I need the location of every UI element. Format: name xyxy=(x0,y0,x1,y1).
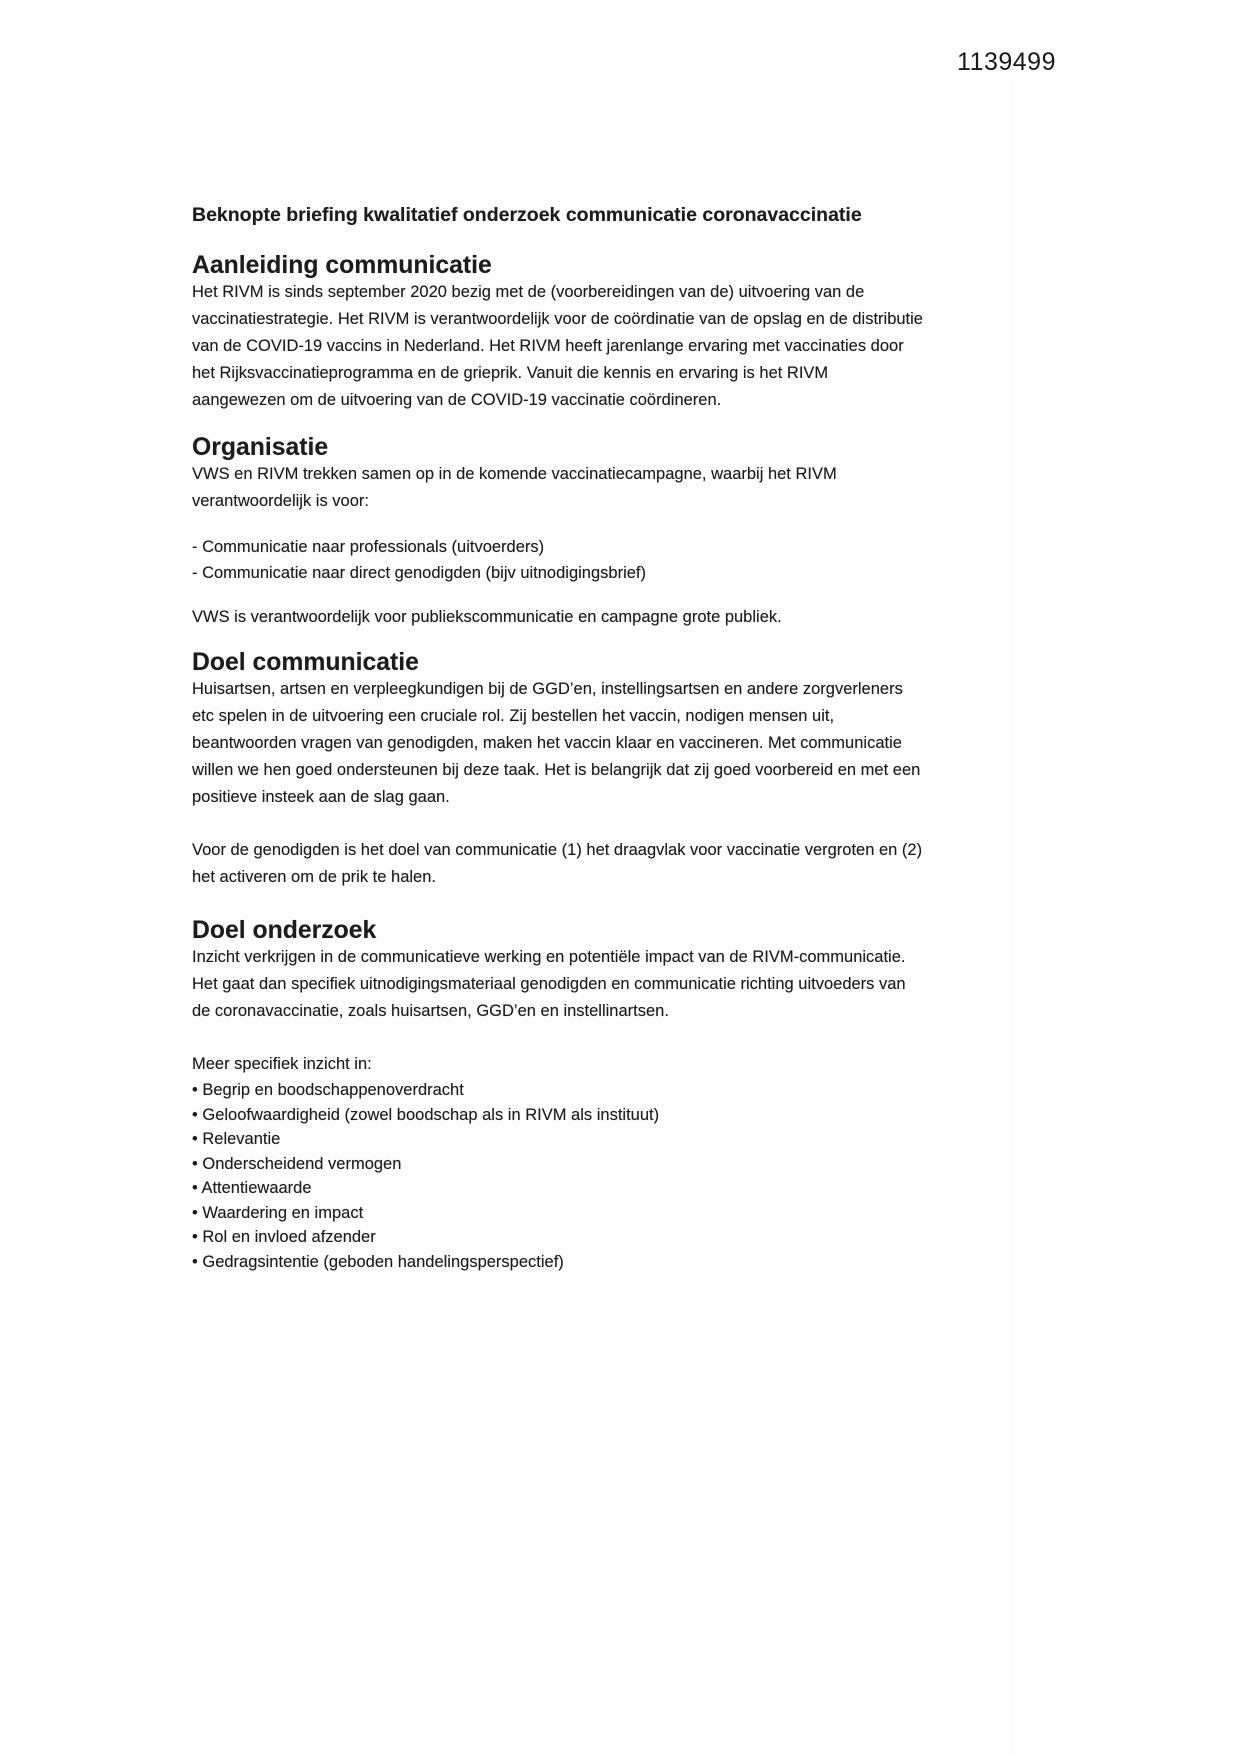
paragraph-organisatie-outro: VWS is verantwoordelijk voor publiekscommunicatie en campagne grote publiek. xyxy=(192,608,782,626)
paragraph-list-intro: Meer specifiek inzicht in: xyxy=(192,1055,372,1073)
list-item: • Onderscheidend vermogen xyxy=(192,1154,402,1173)
paragraph-doel-onderzoek: Inzicht verkrijgen in de communicatieve werking en potentiële impact van de RIVM-communicatie. Het gaat dan specifiek uitnodigingsmateriaal genodigden en communicatie richting uitvoeders van de coronavaccinatie, zoals huisartsen, GGD’en en instellinartsen. xyxy=(192,948,906,1020)
list-item: • Gedragsintentie (geboden handelingsperspectief) xyxy=(192,1252,564,1271)
document-stamp-number: 1139499 xyxy=(957,48,1056,76)
section-heading-doel-onderzoek: Doel onderzoek xyxy=(192,917,377,944)
list-item: - Communicatie naar direct genodigden (bijv uitnodigingsbrief) xyxy=(192,564,646,582)
list-item: • Geloofwaardigheid (zowel boodschap als in RIVM als instituut) xyxy=(192,1105,660,1124)
list-item: • Begrip en boodschappenoverdracht xyxy=(192,1081,464,1099)
bullet-list-onderzoek-aspecten xyxy=(192,1078,924,1274)
list-item: - Communicatie naar professionals (uitvoerders) xyxy=(192,538,545,556)
paragraph-organisatie-intro: VWS en RIVM trekken samen op in de komende vaccinatiecampagne, waarbij het RIVM verantwoordelijk is voor: xyxy=(192,465,837,510)
paragraph-doel-communicatie-1: Huisartsen, artsen en verpleegkundigen bij de GGD’en, instellingsartsen en andere zorgverleners etc spelen in de uitvoering een cruciale rol. Zij bestellen het vaccin, nodigen mensen uit, beantwoorden vragen van genodigden, maken het vaccin klaar en vaccineren. Met communicatie willen we hen goed ondersteunen bij deze taak. Het is belangrijk dat zij goed voorbereid en met een positieve insteek aan de slag gaan. xyxy=(192,680,921,806)
list-item: • Relevantie xyxy=(192,1130,281,1148)
list-item: • Rol en invloed afzender xyxy=(192,1228,376,1246)
section-heading-aanleiding-communicatie: Aanleiding communicatie xyxy=(192,252,492,279)
list-item: • Attentiewaarde xyxy=(192,1179,312,1197)
paragraph-aanleiding: Het RIVM is sinds september 2020 bezig met de (voorbereidingen van de) uitvoering van de vaccinatiestrategie. Het RIVM is verantwoordelijk voor de coördinatie van de opslag en de distributie van de COVID-19 vaccins in Nederland. Het RIVM heeft jarenlange ervaring met vaccinaties door het Rijksvaccinatieprogramma en de grieprik. Vanuit die kennis en ervaring is het RIVM aangewezen om de uitvoering van de COVID-19 vaccinatie coördineren. xyxy=(192,283,923,409)
paragraph-doel-communicatie-2: Voor de genodigden is het doel van communicatie (1) het draagvlak voor vaccinatie vergroten en (2) het activeren om de prik te halen. xyxy=(192,841,923,886)
dash-list-rivm-verantwoordelijkheden xyxy=(192,534,924,586)
section-heading-organisatie: Organisatie xyxy=(192,434,329,461)
document-title: Beknopte briefing kwalitatief onderzoek communicatie coronavaccinatie xyxy=(192,204,862,226)
list-item: • Waardering en impact xyxy=(192,1203,364,1222)
document-content xyxy=(192,202,924,1274)
section-heading-doel-communicatie: Doel communicatie xyxy=(192,649,419,676)
